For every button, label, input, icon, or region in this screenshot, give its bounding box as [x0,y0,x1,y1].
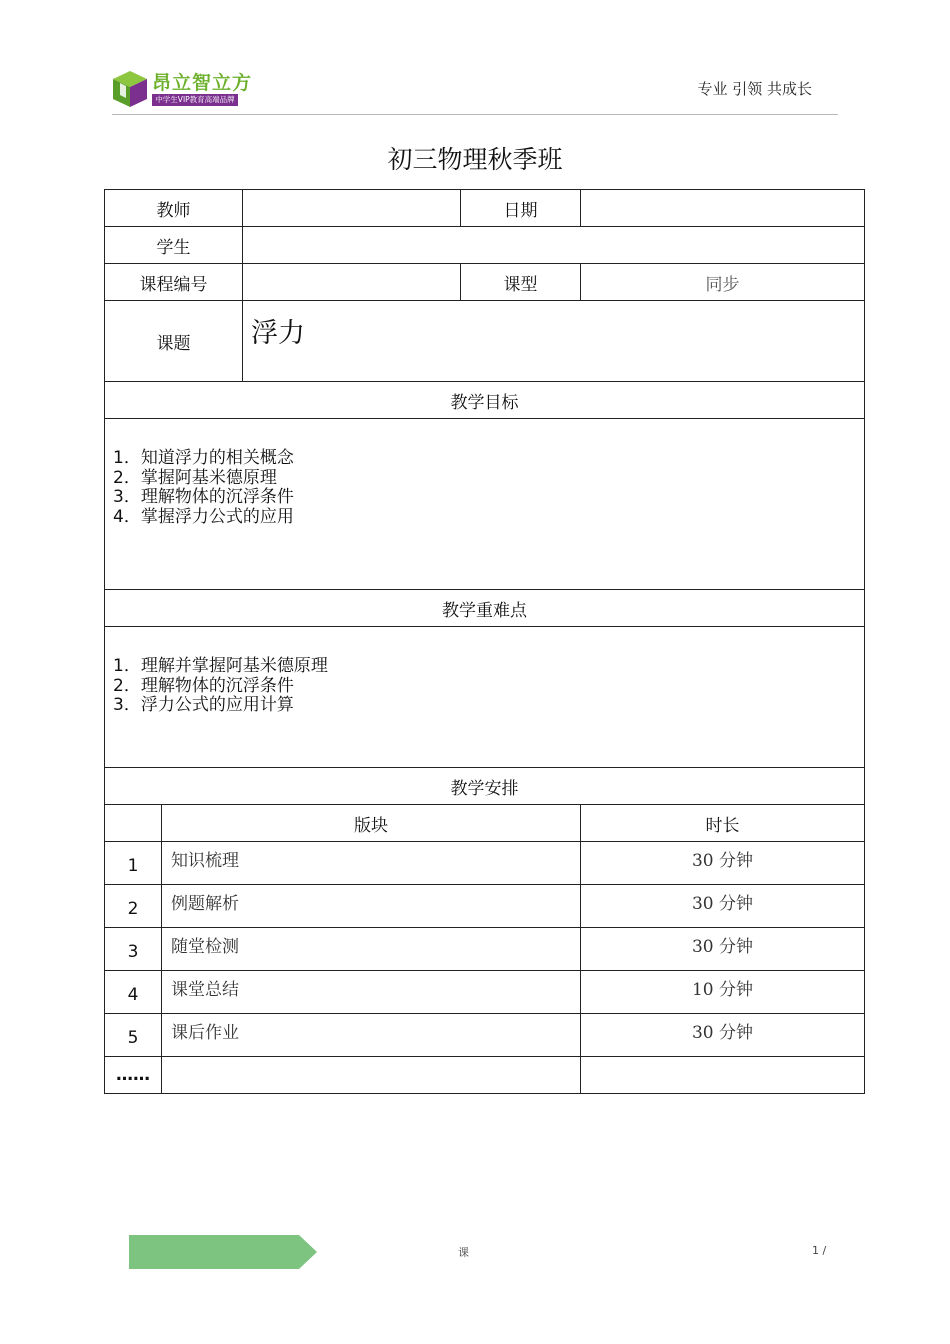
student-value [243,227,865,264]
key-points-heading-row [105,590,865,627]
schedule-row-duration [581,1057,865,1094]
course-type-value: 同步 [581,264,865,301]
info-row-topic [105,301,865,382]
schedule-row-name: 随堂检测 [162,928,581,971]
schedule-row-name [162,1057,581,1094]
schedule-row-duration: 30 分钟 [581,928,865,971]
list-item: 2．理解物体的沉浮条件 [113,675,294,696]
topic-value: 浮力 [251,317,305,349]
brand-name: 昂立智立方 [152,72,253,94]
schedule-row-duration: 10 分钟 [581,971,865,1014]
teacher-value [243,190,461,227]
topic-cell [243,301,865,382]
date-value [581,190,865,227]
objectives-heading: 教学目标 [105,382,865,419]
key-points-heading: 教学重难点 [105,590,865,627]
schedule-row-name: 例题解析 [162,885,581,928]
course-type-label: 课型 [461,264,581,301]
schedule-no-header [105,805,162,842]
schedule-row-duration: 30 分钟 [581,1014,865,1057]
table-row [105,1014,865,1057]
student-label: 学生 [105,227,243,264]
schedule-row-number: 2 [105,885,162,928]
schedule-block-header: 版块 [162,805,581,842]
schedule-header-row [105,805,865,842]
list-item: 4．掌握浮力公式的应用 [113,506,294,527]
info-row-course [105,264,865,301]
date-label: 日期 [461,190,581,227]
info-row-teacher [105,190,865,227]
schedule-heading-row [105,768,865,805]
footer-arrow-icon [129,1235,317,1269]
page-header [112,68,838,115]
teacher-label: 教师 [105,190,243,227]
brand-logo [112,70,253,108]
schedule-row-number: 1 [105,842,162,885]
cube-logo-icon [112,70,148,108]
schedule-duration-header: 时长 [581,805,865,842]
table-row [105,971,865,1014]
document-title: 初三物理秋季班 [387,145,563,174]
schedule-row-number: 5 [105,1014,162,1057]
schedule-row-duration: 30 分钟 [581,885,865,928]
table-row [105,885,865,928]
key-points-content-row [105,627,865,768]
list-item: 1．知道浮力的相关概念 [113,448,294,468]
list-item: 3．浮力公式的应用计算 [113,695,294,715]
objectives-content-row [105,419,865,590]
topic-label: 课题 [105,301,243,382]
table-row [105,1057,865,1094]
course-number-label: 课程编号 [105,264,243,301]
table-row [105,928,865,971]
schedule-heading: 教学安排 [105,768,865,805]
footer-mark: 课 [458,1246,469,1259]
schedule-row-name: 课堂总结 [162,971,581,1014]
schedule-more-marker: …… [105,1057,162,1094]
list-item: 1．理解并掌握阿基米德原理 [113,656,328,676]
objectives-list [105,419,865,590]
course-number-value [243,264,461,301]
schedule-row-number: 3 [105,928,162,971]
schedule-row-duration: 30 分钟 [581,842,865,885]
lesson-plan-table [104,189,865,1094]
brand-slogan: 中学生VIP教育高端品牌 [152,94,238,106]
table-row [105,842,865,885]
footer-page-number: 1 / [812,1244,827,1257]
list-item: 3．理解物体的沉浮条件 [113,487,294,507]
schedule-row-name: 知识梳理 [162,842,581,885]
schedule-row-number: 4 [105,971,162,1014]
list-item: 2．掌握阿基米德原理 [113,467,277,488]
objectives-heading-row [105,382,865,419]
schedule-row-name: 课后作业 [162,1014,581,1057]
key-points-list [105,627,865,768]
info-row-student [105,227,865,264]
header-motto: 专业 引领 共成长 [697,80,812,98]
